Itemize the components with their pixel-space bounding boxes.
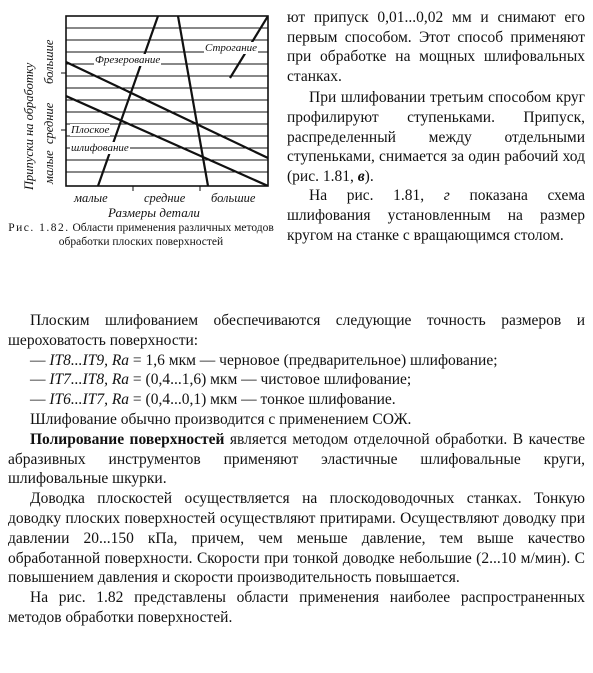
figure-caption (8, 221, 274, 249)
text-span: показана схема шлифования установленным на размер кругом на станке с вращающимся столом. (287, 187, 586, 244)
y-tick-low: малые (42, 150, 56, 184)
caption-text: Области применения различных методов обработки плоских поверхностей (58, 222, 274, 248)
text-span: является методом отделочной обработки. В качестве абразивных инструментов применяют эластичные шлифовальные круги, шлифовальные шкурки. (8, 430, 585, 488)
caption-lead: Рис. 1.82. (8, 222, 70, 234)
text-span: На рис. 1.81, (309, 187, 444, 205)
figure-ref-g: г (443, 187, 450, 205)
list-item-finish (8, 370, 585, 390)
figure-1-82 (8, 8, 278, 270)
paragraph-lapping: Доводка плоскостей осуществляется на плоскодоводочных станках. Тонкую доводку плоских поверхностей осуществляют притирами. Осуществляют доводку при давлении 20...150 кПа, причем, чем меньше давление, тем выше качество обработанной поверхности. Скорости при тонкой доводке небольшие (2...10 м/мин). С повышением давления и скорости производительность повышается. (8, 490, 585, 587)
paragraph-continuation: ют припуск 0,01...0,02 мм и снимают его первым способом. Этот способ применяют при обработке на мощных шлифовальных станках. (287, 9, 585, 85)
dash: — (30, 391, 50, 409)
figure-ref-v: в (357, 167, 365, 185)
term-polishing: Полирование поверхностей (30, 430, 225, 448)
paragraph-polishing (8, 430, 585, 489)
text-span: = (0,4...0,1) мкм — тонкое шлифование. (129, 391, 396, 409)
text-span: = (0,4...1,6) мкм — чистовое шлифование; (129, 371, 412, 389)
y-axis-label: Припуски на обработку (22, 62, 36, 190)
region-grinding-label-2: шлифование (71, 142, 129, 154)
dash: — (30, 351, 50, 369)
y-tick-mid: средние (42, 102, 56, 144)
x-tick-low: малые (74, 191, 108, 205)
y-tick-high: большие (42, 39, 56, 84)
tolerance-fine: IT6...IT7, Ra (49, 391, 130, 409)
paragraph-third-method (287, 88, 585, 186)
text-span: При шлифовании третьим способом круг профилируют ступеньками. Припуск, распределенный между отдельными ступеньками, снимается за один рабочий ход (рис. 1.81, (287, 89, 585, 185)
x-tick-high: большие (211, 191, 256, 205)
x-tick-mid: средние (144, 191, 186, 205)
region-planing-label: Строгание (205, 42, 258, 54)
region-milling-label: Фрезерование (95, 54, 161, 66)
text-span: ). (364, 167, 374, 185)
paragraph-accuracy-intro: Плоским шлифованием обеспечиваются следующие точность размеров и шероховатость поверхности: (8, 312, 585, 349)
dash: — (30, 371, 50, 389)
list-item-rough (8, 351, 585, 371)
right-column-text (287, 8, 585, 245)
paragraph-coolant: Шлифование обычно производится с применением СОЖ. (30, 410, 412, 428)
list-item-fine (8, 390, 585, 410)
paragraph-final: На рис. 1.82 представлены области применения наиболее распространенных методов обработки поверхностей. (8, 589, 585, 626)
main-text (8, 311, 585, 628)
x-axis-label: Размеры детали (108, 205, 200, 220)
region-grinding-label-1: Плоское (71, 124, 110, 136)
paragraph-rotary-table (287, 186, 585, 245)
text-span: = 1,6 мкм — черновое (предварительное) шлифование; (129, 351, 498, 369)
tolerance-rough: IT8...IT9, Ra (49, 351, 130, 369)
tolerance-finish: IT7...IT8, Ra (49, 371, 130, 389)
